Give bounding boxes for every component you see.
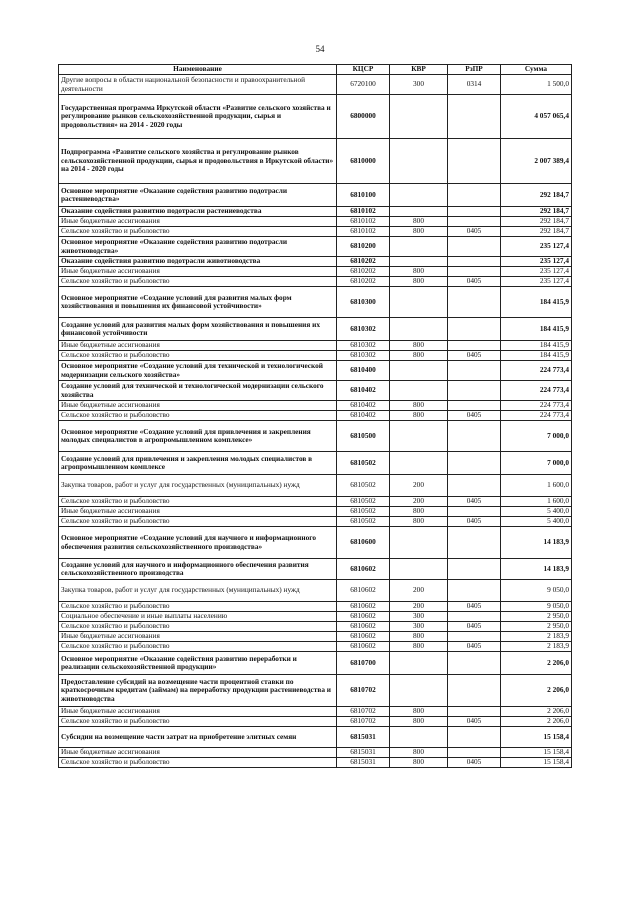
table-row bbox=[59, 217, 572, 227]
row-sum-cell: 2 206,0 bbox=[501, 652, 572, 675]
row-rzpr-cell bbox=[448, 139, 501, 184]
row-name-cell: Государственная программа Иркутской области «Развитие сельского хозяйства и регулирование рынков сельскохозяйственной продукции, сырья и продовольствия» на 2014 - 2020 годы bbox=[59, 95, 337, 139]
row-kcsr-cell: 6810302 bbox=[337, 351, 390, 361]
row-kcsr-cell: 6810700 bbox=[337, 652, 390, 675]
table-row bbox=[59, 559, 572, 580]
table-row bbox=[59, 642, 572, 652]
row-name-cell: Подпрограмма «Развитие сельского хозяйства и регулирование рынков сельскохозяйственной продукции, сырья и продовольствия в Иркутской области» на 2014 - 2020 годы bbox=[59, 139, 337, 184]
header-name: Наименование bbox=[59, 65, 337, 75]
row-kvr-cell: 800 bbox=[390, 517, 448, 527]
row-sum-cell: 292 184,7 bbox=[501, 184, 572, 207]
row-sum-cell: 15 158,4 bbox=[501, 748, 572, 758]
budget-table bbox=[58, 64, 572, 768]
table-row bbox=[59, 287, 572, 318]
row-sum-cell: 14 183,9 bbox=[501, 527, 572, 559]
row-rzpr-cell bbox=[448, 748, 501, 758]
row-kvr-cell bbox=[390, 652, 448, 675]
row-kcsr-cell: 6810202 bbox=[337, 267, 390, 277]
table-header-row bbox=[59, 65, 572, 75]
row-kcsr-cell: 6810202 bbox=[337, 277, 390, 287]
row-kcsr-cell: 6810102 bbox=[337, 217, 390, 227]
row-rzpr-cell: 0405 bbox=[448, 277, 501, 287]
row-sum-cell: 224 773,4 bbox=[501, 361, 572, 381]
table-row bbox=[59, 421, 572, 452]
row-sum-cell: 7 000,0 bbox=[501, 421, 572, 452]
row-sum-cell: 15 158,4 bbox=[501, 727, 572, 748]
row-sum-cell: 9 050,0 bbox=[501, 580, 572, 602]
row-name-cell: Основное мероприятие «Оказание содействия развитию подотрасли растениеводства» bbox=[59, 184, 337, 207]
row-name-cell: Сельское хозяйство и рыболовство bbox=[59, 758, 337, 768]
row-name-cell: Сельское хозяйство и рыболовство bbox=[59, 717, 337, 727]
row-kvr-cell bbox=[390, 207, 448, 217]
row-sum-cell: 184 415,9 bbox=[501, 318, 572, 341]
row-kcsr-cell: 6800000 bbox=[337, 95, 390, 139]
row-rzpr-cell bbox=[448, 421, 501, 452]
row-kcsr-cell: 6810200 bbox=[337, 237, 390, 257]
row-kvr-cell: 200 bbox=[390, 580, 448, 602]
row-kcsr-cell: 6815031 bbox=[337, 758, 390, 768]
row-name-cell: Создание условий для технической и технологической модернизации сельского хозяйства bbox=[59, 381, 337, 401]
row-kvr-cell bbox=[390, 95, 448, 139]
row-sum-cell: 2 183,9 bbox=[501, 642, 572, 652]
row-name-cell: Иные бюджетные ассигнования bbox=[59, 748, 337, 758]
row-name-cell: Оказание содействия развитию подотрасли животноводства bbox=[59, 257, 337, 267]
row-name-cell: Сельское хозяйство и рыболовство bbox=[59, 277, 337, 287]
row-sum-cell: 2 950,0 bbox=[501, 612, 572, 622]
row-kcsr-cell: 6810300 bbox=[337, 287, 390, 318]
row-sum-cell: 292 184,7 bbox=[501, 207, 572, 217]
table-row bbox=[59, 497, 572, 507]
row-sum-cell: 5 400,0 bbox=[501, 507, 572, 517]
table-row bbox=[59, 267, 572, 277]
row-sum-cell: 2 206,0 bbox=[501, 675, 572, 707]
table-row bbox=[59, 475, 572, 497]
table-row bbox=[59, 652, 572, 675]
table-row bbox=[59, 227, 572, 237]
row-kcsr-cell: 6810602 bbox=[337, 642, 390, 652]
table-row bbox=[59, 612, 572, 622]
table-row bbox=[59, 207, 572, 217]
row-kcsr-cell: 6810602 bbox=[337, 622, 390, 632]
row-kvr-cell: 800 bbox=[390, 277, 448, 287]
row-kvr-cell: 300 bbox=[390, 75, 448, 95]
row-name-cell: Создание условий для привлечения и закрепления молодых специалистов в агропромышленном комплексе bbox=[59, 452, 337, 475]
row-name-cell: Сельское хозяйство и рыболовство bbox=[59, 517, 337, 527]
table-row bbox=[59, 727, 572, 748]
row-rzpr-cell: 0405 bbox=[448, 758, 501, 768]
row-kvr-cell bbox=[390, 184, 448, 207]
table-row bbox=[59, 184, 572, 207]
row-sum-cell: 235 127,4 bbox=[501, 277, 572, 287]
row-kvr-cell: 800 bbox=[390, 401, 448, 411]
row-name-cell: Социальное обеспечение и иные выплаты населению bbox=[59, 612, 337, 622]
row-kvr-cell: 800 bbox=[390, 341, 448, 351]
row-kvr-cell: 200 bbox=[390, 602, 448, 612]
row-kvr-cell bbox=[390, 381, 448, 401]
table-row bbox=[59, 257, 572, 267]
table-row bbox=[59, 748, 572, 758]
table-row bbox=[59, 75, 572, 95]
row-kcsr-cell: 6810500 bbox=[337, 421, 390, 452]
row-name-cell: Иные бюджетные ассигнования bbox=[59, 507, 337, 517]
row-kcsr-cell: 6720100 bbox=[337, 75, 390, 95]
table-row bbox=[59, 517, 572, 527]
table-row bbox=[59, 707, 572, 717]
row-rzpr-cell bbox=[448, 507, 501, 517]
row-kvr-cell: 300 bbox=[390, 612, 448, 622]
row-kvr-cell bbox=[390, 361, 448, 381]
row-sum-cell: 1 600,0 bbox=[501, 497, 572, 507]
row-sum-cell: 224 773,4 bbox=[501, 411, 572, 421]
row-kcsr-cell: 6810302 bbox=[337, 318, 390, 341]
row-name-cell: Основное мероприятие «Создание условий для привлечения и закрепления молодых специалистов в агропромышленном комплексе» bbox=[59, 421, 337, 452]
table-row bbox=[59, 411, 572, 421]
row-name-cell: Иные бюджетные ассигнования bbox=[59, 267, 337, 277]
row-name-cell: Сельское хозяйство и рыболовство bbox=[59, 411, 337, 421]
row-name-cell: Субсидии на возмещение части затрат на приобретение элитных семян bbox=[59, 727, 337, 748]
row-kvr-cell: 800 bbox=[390, 507, 448, 517]
row-rzpr-cell bbox=[448, 559, 501, 580]
row-name-cell: Другие вопросы в области национальной безопасности и правоохранительной деятельности bbox=[59, 75, 337, 95]
row-sum-cell: 2 950,0 bbox=[501, 622, 572, 632]
table-row bbox=[59, 139, 572, 184]
row-kcsr-cell: 6810000 bbox=[337, 139, 390, 184]
row-name-cell: Сельское хозяйство и рыболовство bbox=[59, 642, 337, 652]
row-sum-cell: 235 127,4 bbox=[501, 267, 572, 277]
row-kvr-cell: 800 bbox=[390, 632, 448, 642]
table-body bbox=[59, 75, 572, 768]
row-sum-cell: 5 400,0 bbox=[501, 517, 572, 527]
row-sum-cell: 184 415,9 bbox=[501, 287, 572, 318]
row-kvr-cell: 800 bbox=[390, 758, 448, 768]
row-sum-cell: 7 000,0 bbox=[501, 452, 572, 475]
row-name-cell: Создание условий для научного и информационного обеспечения развития сельскохозяйственного производства bbox=[59, 559, 337, 580]
row-kcsr-cell: 6810402 bbox=[337, 401, 390, 411]
row-rzpr-cell bbox=[448, 652, 501, 675]
table-row bbox=[59, 717, 572, 727]
row-rzpr-cell bbox=[448, 237, 501, 257]
row-kcsr-cell: 6810702 bbox=[337, 717, 390, 727]
row-kvr-cell bbox=[390, 287, 448, 318]
row-kvr-cell: 800 bbox=[390, 748, 448, 758]
row-name-cell: Предоставление субсидий на возмещение части процентной ставки по краткосрочным кредитам (займам) на переработку продукции растениеводства и животноводства bbox=[59, 675, 337, 707]
page-number: 54 bbox=[315, 44, 325, 54]
row-sum-cell: 4 057 065,4 bbox=[501, 95, 572, 139]
row-rzpr-cell: 0405 bbox=[448, 227, 501, 237]
row-kcsr-cell: 6810102 bbox=[337, 227, 390, 237]
row-rzpr-cell bbox=[448, 95, 501, 139]
row-rzpr-cell bbox=[448, 612, 501, 622]
row-kcsr-cell: 6810502 bbox=[337, 452, 390, 475]
row-kvr-cell: 300 bbox=[390, 622, 448, 632]
row-kcsr-cell: 6815031 bbox=[337, 727, 390, 748]
row-rzpr-cell bbox=[448, 580, 501, 602]
row-kcsr-cell: 6810602 bbox=[337, 559, 390, 580]
row-kvr-cell: 800 bbox=[390, 707, 448, 717]
row-name-cell: Иные бюджетные ассигнования bbox=[59, 341, 337, 351]
row-name-cell: Закупка товаров, работ и услуг для государственных (муниципальных) нужд bbox=[59, 475, 337, 497]
row-rzpr-cell: 0405 bbox=[448, 602, 501, 612]
table-row bbox=[59, 318, 572, 341]
row-name-cell: Иные бюджетные ассигнования bbox=[59, 632, 337, 642]
row-sum-cell: 15 158,4 bbox=[501, 758, 572, 768]
row-rzpr-cell bbox=[448, 527, 501, 559]
row-rzpr-cell bbox=[448, 401, 501, 411]
row-kcsr-cell: 6810702 bbox=[337, 707, 390, 717]
row-kvr-cell: 800 bbox=[390, 351, 448, 361]
row-sum-cell: 2 206,0 bbox=[501, 717, 572, 727]
header-sum: Сумма bbox=[501, 65, 572, 75]
table-row bbox=[59, 452, 572, 475]
row-kcsr-cell: 6810202 bbox=[337, 257, 390, 267]
row-name-cell: Основное мероприятие «Оказание содействия развитию переработки и реализации сельскохозяйственной продукции» bbox=[59, 652, 337, 675]
row-name-cell: Основное мероприятие «Создание условий для технической и технологической модернизации сельского хозяйства» bbox=[59, 361, 337, 381]
row-name-cell: Сельское хозяйство и рыболовство bbox=[59, 351, 337, 361]
row-sum-cell: 292 184,7 bbox=[501, 227, 572, 237]
row-kvr-cell: 800 bbox=[390, 217, 448, 227]
row-rzpr-cell bbox=[448, 707, 501, 717]
row-rzpr-cell: 0405 bbox=[448, 351, 501, 361]
row-rzpr-cell bbox=[448, 475, 501, 497]
row-kcsr-cell: 6810602 bbox=[337, 612, 390, 622]
row-rzpr-cell bbox=[448, 632, 501, 642]
table-row bbox=[59, 758, 572, 768]
table-row bbox=[59, 507, 572, 517]
row-rzpr-cell bbox=[448, 341, 501, 351]
table-row bbox=[59, 632, 572, 642]
table-row bbox=[59, 580, 572, 602]
row-rzpr-cell bbox=[448, 381, 501, 401]
row-rzpr-cell: 0405 bbox=[448, 622, 501, 632]
row-rzpr-cell bbox=[448, 452, 501, 475]
table-row bbox=[59, 527, 572, 559]
row-kvr-cell: 800 bbox=[390, 227, 448, 237]
row-kvr-cell bbox=[390, 727, 448, 748]
row-sum-cell: 235 127,4 bbox=[501, 257, 572, 267]
row-name-cell: Основное мероприятие «Оказание содействия развитию подотрасли животноводства» bbox=[59, 237, 337, 257]
row-name-cell: Иные бюджетные ассигнования bbox=[59, 401, 337, 411]
table-row bbox=[59, 381, 572, 401]
row-kvr-cell bbox=[390, 675, 448, 707]
row-rzpr-cell bbox=[448, 318, 501, 341]
row-rzpr-cell bbox=[448, 217, 501, 227]
row-kvr-cell: 800 bbox=[390, 267, 448, 277]
table-row bbox=[59, 401, 572, 411]
row-rzpr-cell: 0405 bbox=[448, 517, 501, 527]
header-rzpr: РзПР bbox=[448, 65, 501, 75]
row-sum-cell: 2 007 389,4 bbox=[501, 139, 572, 184]
row-name-cell: Создание условий для развития малых форм хозяйствования и повышения их финансовой устойчивости bbox=[59, 318, 337, 341]
table-row bbox=[59, 351, 572, 361]
row-kvr-cell bbox=[390, 257, 448, 267]
row-kvr-cell: 800 bbox=[390, 642, 448, 652]
row-rzpr-cell bbox=[448, 257, 501, 267]
row-kvr-cell bbox=[390, 452, 448, 475]
row-kcsr-cell: 6810600 bbox=[337, 527, 390, 559]
row-rzpr-cell bbox=[448, 184, 501, 207]
row-kvr-cell: 200 bbox=[390, 497, 448, 507]
row-sum-cell: 235 127,4 bbox=[501, 237, 572, 257]
row-kcsr-cell: 6810602 bbox=[337, 602, 390, 612]
row-kcsr-cell: 6810602 bbox=[337, 580, 390, 602]
row-rzpr-cell: 0405 bbox=[448, 497, 501, 507]
row-kcsr-cell: 6810400 bbox=[337, 361, 390, 381]
row-rzpr-cell: 0405 bbox=[448, 717, 501, 727]
row-kcsr-cell: 6810502 bbox=[337, 517, 390, 527]
header-kvr: КВР bbox=[390, 65, 448, 75]
row-sum-cell: 224 773,4 bbox=[501, 381, 572, 401]
row-name-cell: Основное мероприятие «Создание условий для научного и информационного обеспечения развития сельскохозяйственного производства» bbox=[59, 527, 337, 559]
row-kcsr-cell: 6810702 bbox=[337, 675, 390, 707]
table-row bbox=[59, 237, 572, 257]
row-kcsr-cell: 6815031 bbox=[337, 748, 390, 758]
row-name-cell: Сельское хозяйство и рыболовство bbox=[59, 497, 337, 507]
table-row bbox=[59, 341, 572, 351]
table-row bbox=[59, 602, 572, 612]
row-rzpr-cell bbox=[448, 675, 501, 707]
row-kcsr-cell: 6810402 bbox=[337, 411, 390, 421]
table-row bbox=[59, 277, 572, 287]
row-sum-cell: 184 415,9 bbox=[501, 341, 572, 351]
table-row bbox=[59, 361, 572, 381]
row-kvr-cell bbox=[390, 421, 448, 452]
row-sum-cell: 9 050,0 bbox=[501, 602, 572, 612]
row-name-cell: Сельское хозяйство и рыболовство bbox=[59, 622, 337, 632]
row-rzpr-cell: 0405 bbox=[448, 642, 501, 652]
row-kvr-cell bbox=[390, 318, 448, 341]
row-kcsr-cell: 6810502 bbox=[337, 475, 390, 497]
table-row bbox=[59, 95, 572, 139]
row-kcsr-cell: 6810602 bbox=[337, 632, 390, 642]
row-kvr-cell bbox=[390, 139, 448, 184]
row-sum-cell: 224 773,4 bbox=[501, 401, 572, 411]
row-name-cell: Оказание содействия развитию подотрасли растениеводства bbox=[59, 207, 337, 217]
row-rzpr-cell bbox=[448, 287, 501, 318]
row-kvr-cell bbox=[390, 237, 448, 257]
row-sum-cell: 1 500,0 bbox=[501, 75, 572, 95]
row-kcsr-cell: 6810100 bbox=[337, 184, 390, 207]
row-rzpr-cell bbox=[448, 727, 501, 748]
row-name-cell: Сельское хозяйство и рыболовство bbox=[59, 227, 337, 237]
row-rzpr-cell: 0314 bbox=[448, 75, 501, 95]
row-sum-cell: 2 183,9 bbox=[501, 632, 572, 642]
row-rzpr-cell bbox=[448, 267, 501, 277]
row-kvr-cell bbox=[390, 527, 448, 559]
row-kvr-cell: 800 bbox=[390, 411, 448, 421]
row-kvr-cell: 200 bbox=[390, 475, 448, 497]
row-rzpr-cell bbox=[448, 207, 501, 217]
row-name-cell: Основное мероприятие «Создание условий для развития малых форм хозяйствования и повышения их финансовой устойчивости» bbox=[59, 287, 337, 318]
row-name-cell: Закупка товаров, работ и услуг для государственных (муниципальных) нужд bbox=[59, 580, 337, 602]
header-kcsr: КЦСР bbox=[337, 65, 390, 75]
row-kcsr-cell: 6810502 bbox=[337, 507, 390, 517]
table-row bbox=[59, 675, 572, 707]
row-name-cell: Сельское хозяйство и рыболовство bbox=[59, 602, 337, 612]
row-name-cell: Иные бюджетные ассигнования bbox=[59, 707, 337, 717]
row-kvr-cell bbox=[390, 559, 448, 580]
row-sum-cell: 292 184,7 bbox=[501, 217, 572, 227]
row-kvr-cell: 800 bbox=[390, 717, 448, 727]
row-kcsr-cell: 6810502 bbox=[337, 497, 390, 507]
row-kcsr-cell: 6810302 bbox=[337, 341, 390, 351]
row-kcsr-cell: 6810402 bbox=[337, 381, 390, 401]
row-sum-cell: 14 183,9 bbox=[501, 559, 572, 580]
row-rzpr-cell bbox=[448, 361, 501, 381]
row-sum-cell: 1 600,0 bbox=[501, 475, 572, 497]
row-sum-cell: 184 415,9 bbox=[501, 351, 572, 361]
table-row bbox=[59, 622, 572, 632]
row-sum-cell: 2 206,0 bbox=[501, 707, 572, 717]
row-rzpr-cell: 0405 bbox=[448, 411, 501, 421]
row-name-cell: Иные бюджетные ассигнования bbox=[59, 217, 337, 227]
row-kcsr-cell: 6810102 bbox=[337, 207, 390, 217]
